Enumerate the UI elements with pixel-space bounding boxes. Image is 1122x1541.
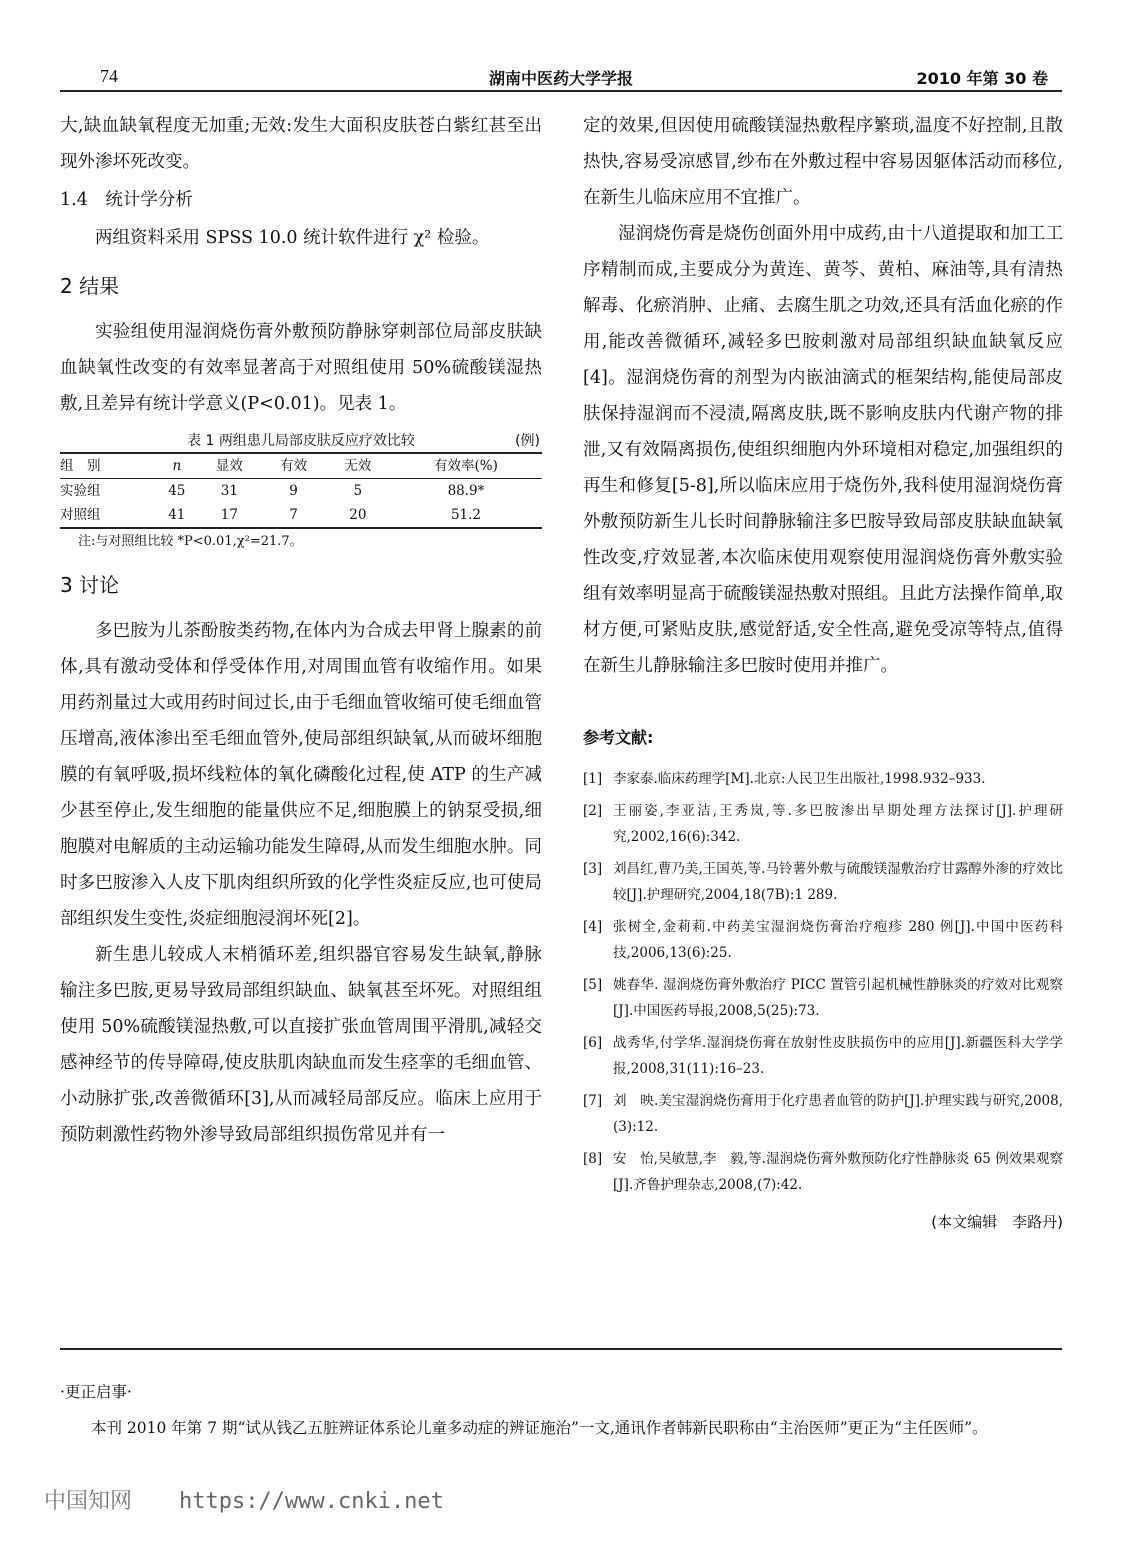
reference-number: [6] xyxy=(583,1035,603,1051)
correction-title: ·更正启事· xyxy=(60,1383,132,1401)
table-unit: (例) xyxy=(515,433,540,449)
table-header-cell: 显效 xyxy=(215,458,243,474)
reference-item xyxy=(583,1088,1063,1140)
references-heading: 参考文献: xyxy=(583,728,654,747)
table-cell: 88.9* xyxy=(447,483,485,499)
table-header-cell: n xyxy=(172,458,182,474)
table-cell: 5 xyxy=(353,483,363,499)
reference-text: 张树全,金莉莉.中药美宝湿润烧伤膏治疗疱疹 280 例[J].中国中医药科技,2006,13(6):25. xyxy=(613,919,1063,961)
table-cell: 实验组 xyxy=(60,483,101,499)
section-heading-1-4: 1.4 统计学分析 xyxy=(60,190,193,210)
table-cell: 对照组 xyxy=(60,507,101,523)
table-row xyxy=(60,479,542,504)
reference-number: [8] xyxy=(583,1151,603,1167)
section-heading-results: 2 结果 xyxy=(60,274,120,298)
page-number: 74 xyxy=(100,66,118,86)
reference-item xyxy=(583,914,1063,966)
table-cell: 41 xyxy=(168,507,186,523)
table-cell: 45 xyxy=(168,483,186,499)
table-cell: 31 xyxy=(220,483,238,499)
table-header-row xyxy=(60,453,542,479)
paragraph: 新生患儿较成人末梢循环差,组织器官容易发生缺氧,静脉输注多巴胺,更易导致局部组织缺血、缺氧甚至坏死。对照组组使用 50%硫酸镁湿热敷,可以直接扩张血管周围平滑肌,减轻交感神经节的传导障碍,使皮肤肌肉缺血而发生痉挛的毛细血管、小动脉扩张,改善微循环[3],从而减轻局部反应。临床上应用于预防刺激性药物外渗导致局部组织损伤常见并有一 xyxy=(60,945,542,1145)
reference-item xyxy=(583,972,1063,1024)
page-header xyxy=(60,60,1062,92)
watermark xyxy=(44,1484,444,1515)
left-column xyxy=(60,108,542,1153)
reference-number: [3] xyxy=(583,861,603,877)
paragraph: 大,缺血缺氧程度无加重;无效:发生大面积皮肤苍白紫红甚至出现外渗坏死改变。 xyxy=(60,116,542,172)
table-cell: 51.2 xyxy=(450,507,481,523)
table-cell: 20 xyxy=(349,507,367,523)
table-header-cell: 有效率(%) xyxy=(434,458,498,474)
table-cell: 9 xyxy=(289,483,298,499)
reference-number: [7] xyxy=(583,1093,603,1109)
reference-number: [2] xyxy=(583,803,603,819)
watermark-url: https://www.cnki.net xyxy=(179,1489,444,1514)
table-caption-text: 表 1 两组患儿局部皮肤反应疗效比较 xyxy=(187,433,415,449)
right-column xyxy=(583,108,1063,1240)
section-divider xyxy=(60,1348,1062,1350)
reference-number: [5] xyxy=(583,977,603,993)
reference-text: 战秀华,付学华.湿润烧伤膏在放射性皮肤损伤中的应用[J].新疆医科大学学报,2008,31(11):16–23. xyxy=(613,1035,1063,1077)
editor-credit: (本文编辑 李路丹) xyxy=(931,1213,1063,1231)
table-cell: 7 xyxy=(289,507,298,523)
reference-text: 刘 映.美宝湿润烧伤膏用于化疗患者血管的防护[J].护理实践与研究,2008,(3):12. xyxy=(613,1093,1063,1135)
paragraph: 两组资料采用 SPSS 10.0 统计软件进行 χ² 检验。 xyxy=(95,228,490,248)
table-row xyxy=(60,503,542,528)
section-heading-discussion: 3 讨论 xyxy=(60,573,120,597)
correction-body: 本刊 2010 年第 7 期“试从钱乙五脏辨证体系论儿童多动症的辨证施治”一文,通讯作者韩新民职称由“主治医师”更正为“主任医师”。 xyxy=(91,1419,988,1437)
reference-item xyxy=(583,798,1063,850)
reference-item xyxy=(583,1146,1063,1198)
paragraph: 湿润烧伤膏是烧伤创面外用中成药,由十八道提取和加工工序精制而成,主要成分为黄连、黄芩、黄柏、麻油等,具有清热解毒、化瘀消肿、止痛、去腐生肌之功效,还具有活血化瘀的作用,能改善微循环,减轻多巴胺刺激对局部组织缺血缺氧反应[4]。湿润烧伤膏的剂型为内嵌油滴式的框架结构,能使局部皮肤保持湿润而不浸渍,隔离皮肤,既不影响皮肤内代谢产物的排泄,又有效隔离损伤,使组织细胞内外环境相对稳定,加强组织的再生和修复[5-8],所以临床应用于烧伤外,我科使用湿润烧伤膏外敷预防新生儿长时间静脉输注多巴胺导致局部皮肤缺血缺氧性改变,疗效显著,本次临床使用观察使用湿润烧伤膏外敷实验组有效率明显高于硫酸镁湿热敷对照组。且此方法操作简单,取材方便,可紧贴皮肤,感觉舒适,安全性高,避免受凉等特点,值得在新生儿静脉输注多巴胺时使用并推广。 xyxy=(583,224,1063,676)
table-note: 注:与对照组比较 *P<0.01,χ²=21.7。 xyxy=(78,534,303,549)
reference-text: 安 怡,吴敏慧,李 毅,等.湿润烧伤膏外敷预防化疗性静脉炎 65 例效果观察[J].齐鲁护理杂志,2008,(7):42. xyxy=(613,1151,1063,1193)
table-cell: 17 xyxy=(220,507,238,523)
reference-number: [4] xyxy=(583,919,603,935)
paragraph: 定的效果,但因使用硫酸镁湿热敷程序繁琐,温度不好控制,且散热快,容易受凉感冒,纱布在外敷过程中容易因躯体活动而移位,在新生儿临床应用不宜推广。 xyxy=(583,116,1063,208)
reference-text: 刘昌红,曹乃美,王国英,等.马铃薯外敷与硫酸镁湿敷治疗甘露醇外渗的疗效比较[J].护理研究,2004,18(7B):1 289. xyxy=(613,861,1063,903)
volume-label: 2010 年第 30 卷 xyxy=(916,69,1048,88)
table-header-cell: 组 别 xyxy=(60,458,101,474)
reference-list xyxy=(583,766,1063,1198)
reference-text: 王丽姿,李亚洁,王秀岚,等.多巴胺渗出早期处理方法探讨[J].护理研究,2002,16(6):342. xyxy=(613,803,1063,845)
reference-item xyxy=(583,766,1063,792)
reference-text: 李家泰.临床药理学[M].北京:人民卫生出版社,1998.932–933. xyxy=(613,771,986,787)
table-header-cell: 无效 xyxy=(344,458,372,474)
correction-notice xyxy=(60,1378,1062,1442)
reference-text: 姚春华. 湿润烧伤膏外敷治疗 PICC 置管引起机械性静脉炎的疗效对比观察[J].中国医药导报,2008,5(25):73. xyxy=(613,977,1063,1019)
results-table xyxy=(60,452,542,529)
paragraph: 多巴胺为儿茶酚胺类药物,在体内为合成去甲肾上腺素的前体,具有激动受体和俘受体作用,对周围血管有收缩作用。如果用药剂量过大或用药时间过长,由于毛细血管收缩可使毛细血管压增高,液体渗出至毛细血管外,使局部组织缺氧,从而破坏细胞膜的有氧呼吸,损坏线粒体的氧化磷酸化过程,使 ATP 的生产减少甚至停止,发生细胞的能量供应不足,细胞膜上的钠泵受损,细胞膜对电解质的主动运输功能发生障碍,从而发生细胞水肿。同时多巴胺渗入人皮下肌肉组织所致的化学性炎症反应,也可使局部组织发生变性,炎症细胞浸润坏死[2]。 xyxy=(60,621,542,929)
table-caption xyxy=(60,430,542,452)
reference-number: [1] xyxy=(583,771,603,787)
table-header-cell: 有效 xyxy=(280,458,308,474)
watermark-text: 中国知网 xyxy=(44,1489,133,1514)
reference-item xyxy=(583,856,1063,908)
journal-title: 湖南中医药大学学报 xyxy=(488,69,633,88)
paragraph: 实验组使用湿润烧伤膏外敷预防静脉穿刺部位局部皮肤缺血缺氧性改变的有效率显著高于对照组使用 50%硫酸镁湿热敷,且差异有统计学意义(P<0.01)。见表 1。 xyxy=(60,322,542,414)
reference-item xyxy=(583,1030,1063,1082)
